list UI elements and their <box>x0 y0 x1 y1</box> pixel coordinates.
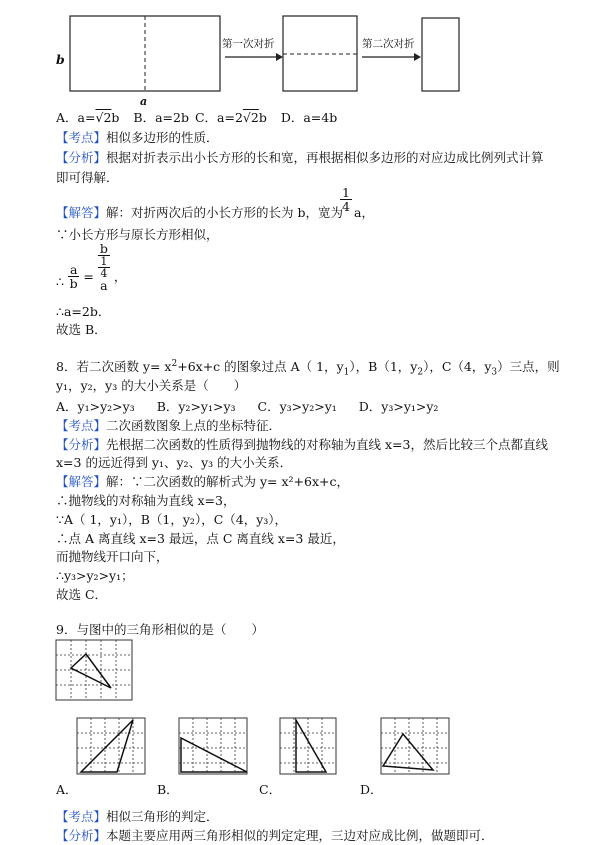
q9-reference-triangle <box>56 640 136 702</box>
q7-jieda-end: a， <box>354 205 374 220</box>
option-b: B．a=2b <box>133 110 189 125</box>
arrow-2-label: 第二次对折 <box>362 38 415 50</box>
q9-option-c-figure <box>280 718 350 778</box>
q8-jieda: 【解答】解：∵二次函数的解析式为 y= x²+6x+c， <box>56 474 350 489</box>
quarter-rectangle <box>422 18 459 91</box>
q7-ratio-equation: ∴ $\frac{a}{b}$ = b 1 4 a ， <box>56 241 127 293</box>
option-a: A．a=√2b <box>56 110 120 125</box>
q8-kaodian: 【考点】二次函数图象上点的坐标特征． <box>56 418 282 433</box>
arrow-1-head-icon <box>276 53 283 61</box>
option-c: C．a=2√2b <box>194 110 267 125</box>
q8-option-b: B．y₂>y₁>y₃ <box>156 399 236 414</box>
q8-line3: ∵A（ 1，y₁），B（1，y₂），C（4，y₃）， <box>56 512 288 527</box>
q9-option-b-figure <box>179 718 249 778</box>
q9-stem: 9．与图中的三角形相似的是（ ） <box>56 622 264 637</box>
fold-diagram <box>0 0 600 110</box>
q7-fenxi: 【分析】根据对折表示出小长方形的长和宽，再根据相似多边形的对应边成比例列式计算 <box>56 150 544 165</box>
q8-options <box>56 397 438 415</box>
q7-options <box>56 108 337 126</box>
q8-answer: 故选 C． <box>56 587 108 602</box>
q9-label-b: B． <box>157 782 179 797</box>
q9-label-d: D． <box>360 782 383 797</box>
q9-label-a: A． <box>56 782 78 797</box>
q9-label-c: C． <box>259 782 282 797</box>
q7-similar-line: ∵小长方形与原长方形相似， <box>56 227 219 242</box>
arrow-1-label: 第一次对折 <box>222 38 275 50</box>
q9-kaodian: 【考点】相似三角形的判定． <box>56 809 219 824</box>
fraction-quarter: $\frac{1}{4}$ <box>342 185 350 214</box>
q7-kaodian: 【考点】相似多边形的性质． <box>56 130 219 145</box>
q7-fenxi-cont: 即可得解． <box>56 170 119 185</box>
q8-line5: 而抛物线开口向下， <box>56 549 169 564</box>
q8-line2: ∴抛物线的对称轴为直线 x=3， <box>56 493 236 508</box>
option-d: D．a=4b <box>280 110 338 125</box>
q7-jieda: 【解答】解：对折两次后的小长方形的长为 b，宽为 <box>56 205 343 220</box>
q9-option-d-figure <box>381 718 451 778</box>
q8-line4: ∴点 A 离直线 x=3 最远，点 C 离直线 x=3 最近， <box>56 531 345 546</box>
q8-fenxi-cont: x=3 的远近得到 y₁、y₂、y₃ 的大小关系． <box>56 455 293 470</box>
q8-stem-line1: 8．若二次函数 $y= x^2+6x+c$ 的图象过点 A（ 1，$y_1$），B（1，$y_2$），C（4，$y_3$）三点，则 <box>56 358 560 378</box>
q9-option-a-figure <box>77 718 147 778</box>
q8-option-a: A．y₁>y₂>y₃ <box>56 399 135 414</box>
label-a: a <box>140 95 148 108</box>
q8-stem-line2: y₁，y₂，y₃ 的大小关系是（ ） <box>56 378 247 393</box>
q8-fenxi: 【分析】先根据二次函数的性质得到抛物线的对称轴为直线 x=3，然后比较三个点都直线 <box>56 437 548 452</box>
q8-option-d: D．y₃>y₁>y₂ <box>358 399 439 414</box>
q7-answer: 故选 B． <box>56 322 107 337</box>
arrow-2-head-icon <box>414 53 421 61</box>
q9-fenxi: 【分析】本题主要应用两三角形相似的判定定理，三边对应成比例，做题即可． <box>56 828 494 843</box>
q8-line6: ∴y₃>y₂>y₁； <box>56 568 134 583</box>
label-b: b <box>56 52 65 67</box>
q8-option-c: C．y₃>y₂>y₁ <box>257 399 337 414</box>
q7-result: ∴a=2b． <box>56 304 111 319</box>
